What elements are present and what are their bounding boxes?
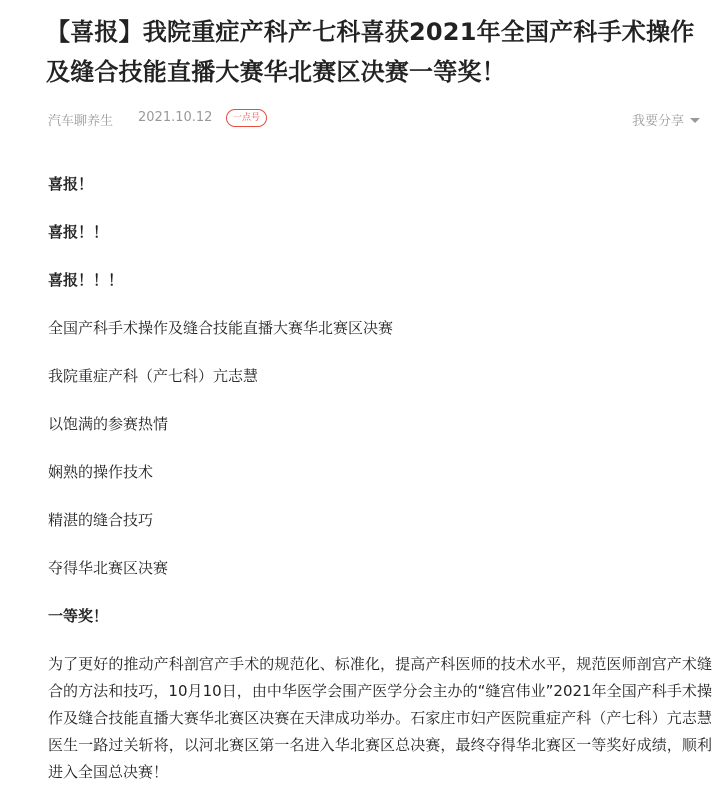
source-badge: 一点号 (226, 109, 267, 127)
paragraph-enthusiasm: 以饱满的参赛热情 (48, 415, 169, 433)
publish-date: 2021.10.12 (138, 110, 213, 125)
author-name[interactable]: 汽车聊养生 (48, 114, 114, 129)
paragraph-good-news-3: 喜报！！！ (48, 271, 124, 289)
share-label: 我要分享 (631, 114, 684, 129)
paragraph-competition: 全国产科手术操作及缝合技能直播大赛华北赛区决赛 (48, 319, 394, 337)
paragraph-suture-skill: 精湛的缝合技巧 (48, 511, 154, 529)
article-meta (48, 108, 700, 130)
paragraph-first-prize: 一等奖！ (48, 607, 109, 625)
paragraph-good-news-2: 喜报！！ (48, 223, 109, 241)
chevron-down-icon (690, 118, 700, 123)
paragraph-good-news-1: 喜报！ (48, 175, 94, 193)
paragraph-body: 为了更好的推动产科剖宫产手术的规范化、标准化，提高产科医师的技术水平，规范医师剖宫产术缝合的方法和技巧，10月10日，由中华医学会围产医学分会主办的“缝宫伟业”2021年全国产科手术操作及缝合技能直播大赛华北赛区决赛在天津成功举办。石家庄市妇产医院重症产科（产七科）亢志慧医生一路过关斩将，以河北赛区第一名进入华北赛区总决赛，最终夺得华北赛区一等奖好成绩，顺利进入全国总决赛！ (48, 655, 712, 781)
paragraph-winner: 我院重症产科（产七科）亢志慧 (48, 367, 259, 385)
share-button[interactable] (632, 110, 700, 129)
article-title: 【喜报】我院重症产科产七科喜获2021年全国产科手术操作及缝合技能直播大赛华北赛区决赛一等奖！ (46, 18, 695, 86)
paragraph-technique: 娴熟的操作技术 (48, 463, 154, 481)
paragraph-won: 夺得华北赛区决赛 (48, 559, 169, 577)
